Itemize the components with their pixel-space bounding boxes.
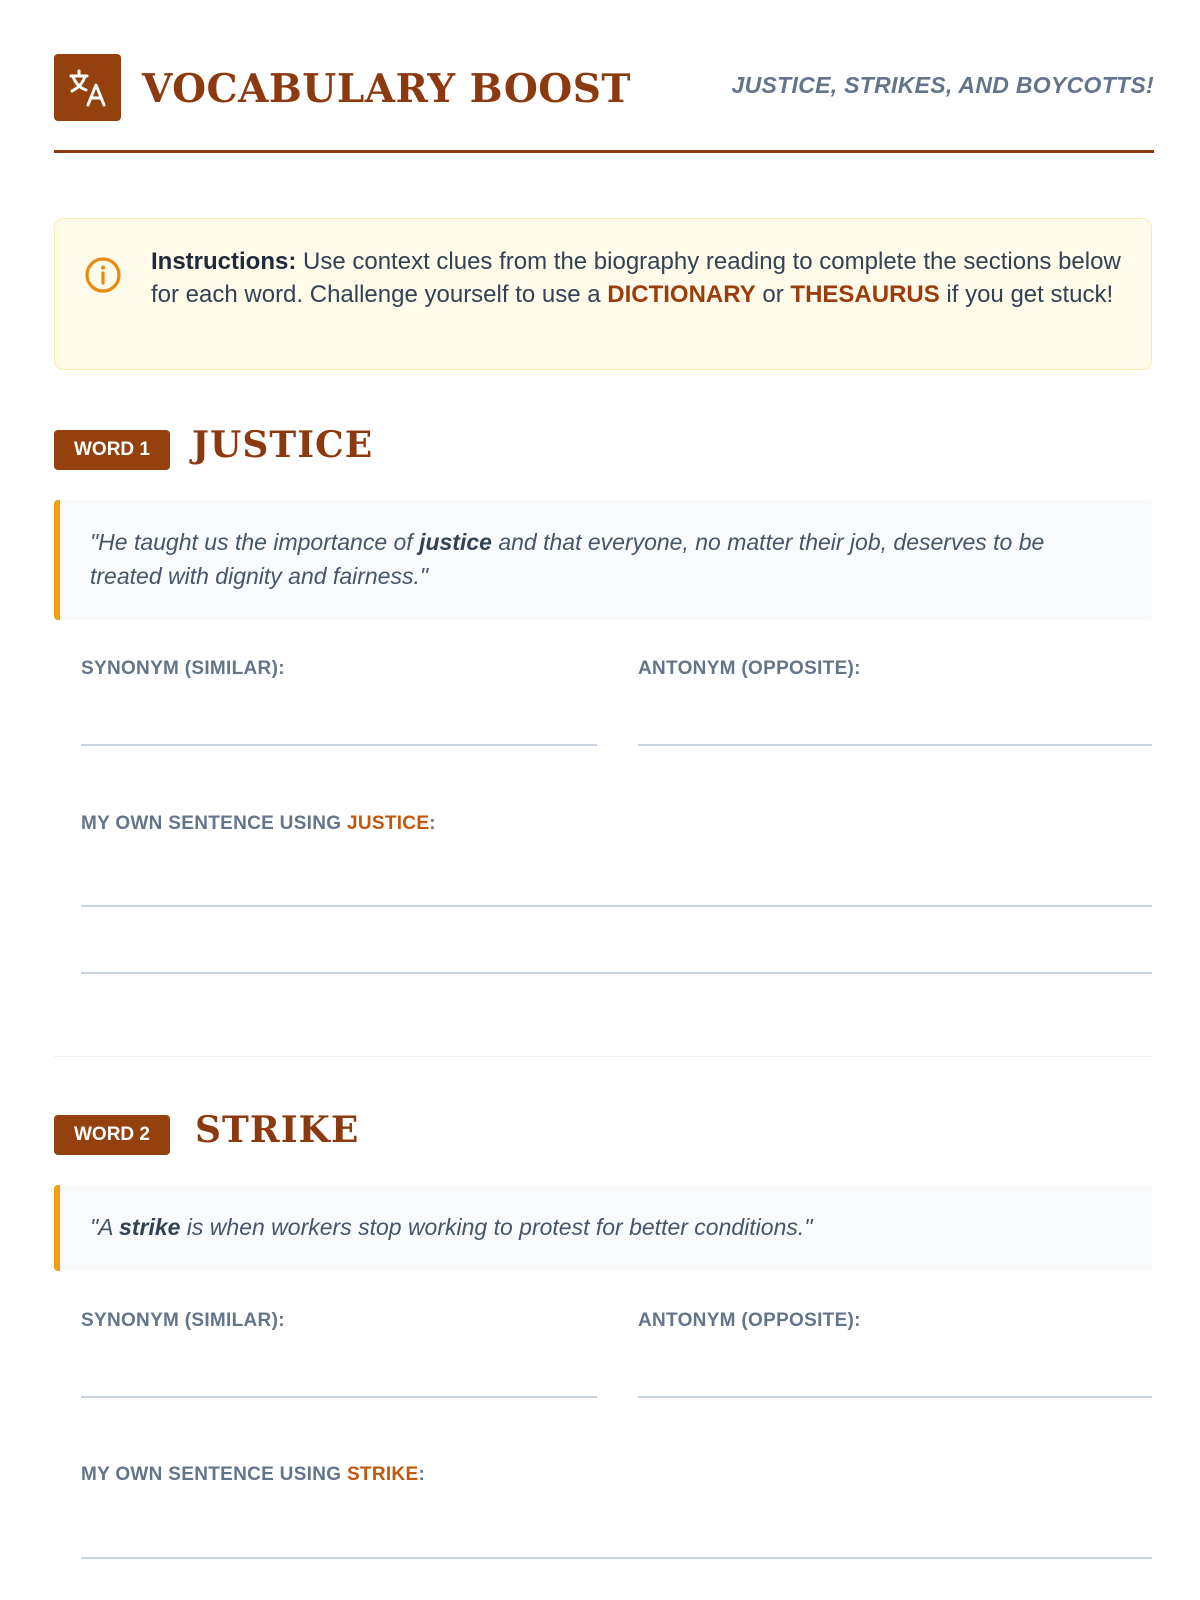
word-2-antonym-line[interactable] bbox=[638, 1396, 1152, 1398]
quote-text-after: and that everyone, no matter their job, deserves to be treated with dignity and fairness." bbox=[90, 529, 1045, 589]
word-1-badge: WORD 1 bbox=[54, 430, 170, 470]
sentence-label-prefix: MY OWN SENTENCE USING bbox=[81, 1464, 347, 1485]
page-subtitle: JUSTICE, STRIKES, AND BOYCOTTS! bbox=[731, 72, 1154, 98]
word-2-antonym-label: ANTONYM (OPPOSITE): bbox=[638, 1310, 861, 1331]
word-1-sentence-line-1[interactable] bbox=[81, 905, 1152, 907]
word-2-badge: WORD 2 bbox=[54, 1115, 170, 1155]
word-1-title: JUSTICE bbox=[192, 424, 374, 466]
quote-keyword: strike bbox=[119, 1214, 181, 1240]
word-1-header bbox=[54, 424, 454, 472]
word-1-antonym-line[interactable] bbox=[638, 744, 1152, 746]
word-2-synonym-label: SYNONYM (SIMILAR): bbox=[81, 1310, 285, 1331]
word-2-sentence-label bbox=[81, 1464, 425, 1486]
worksheet bbox=[54, 0, 1154, 1485]
dictionary-keyword: DICTIONARY bbox=[607, 281, 756, 308]
header bbox=[54, 0, 1154, 153]
word-2-sentence-line-1[interactable] bbox=[81, 1557, 1152, 1559]
instructions-body: Use context clues from the biography reading to complete the sections below for each word. Challenge yourself to use a bbox=[151, 248, 1121, 308]
instructions-box bbox=[54, 218, 1152, 370]
info-icon bbox=[83, 255, 123, 295]
logo bbox=[54, 54, 121, 121]
word-2-title: STRIKE bbox=[195, 1109, 360, 1151]
section-divider bbox=[54, 1056, 1152, 1057]
sentence-label-word: JUSTICE bbox=[346, 813, 430, 834]
instructions-text bbox=[151, 245, 1121, 311]
word-1-antonym-label: ANTONYM (OPPOSITE): bbox=[638, 658, 861, 679]
word-1-quote-text bbox=[90, 525, 1112, 593]
quote-keyword: justice bbox=[419, 529, 492, 555]
word-2-header bbox=[54, 1109, 454, 1157]
sentence-label-suffix: : bbox=[429, 813, 436, 834]
sentence-label-suffix: : bbox=[418, 1464, 426, 1485]
sentence-label-prefix: MY OWN SENTENCE USING bbox=[81, 813, 347, 834]
word-1-synonym-label: SYNONYM (SIMILAR): bbox=[81, 658, 285, 679]
word-2-synonym-line[interactable] bbox=[81, 1396, 597, 1398]
instructions-or: or bbox=[755, 281, 791, 308]
word-1-synonym-line[interactable] bbox=[81, 744, 597, 746]
word-1-sentence-label bbox=[81, 813, 436, 835]
translate-icon bbox=[68, 68, 108, 108]
instructions-label: Instructions: bbox=[151, 248, 297, 275]
quote-text-after: is when workers stop working to protest for better conditions." bbox=[180, 1214, 813, 1240]
word-2-quote-text bbox=[90, 1210, 1112, 1244]
word-1-sentence-line-2[interactable] bbox=[81, 972, 1152, 974]
quote-text-before: "He taught us the importance of bbox=[90, 529, 420, 555]
sentence-label-word: STRIKE bbox=[346, 1464, 419, 1485]
page-title: VOCABULARY BOOST bbox=[142, 66, 631, 112]
quote-text-before: "A bbox=[90, 1214, 120, 1240]
word-2-context-quote bbox=[54, 1185, 1152, 1271]
thesaurus-keyword: THESAURUS bbox=[790, 281, 940, 308]
instructions-tail: if you get stuck! bbox=[939, 281, 1114, 308]
word-1-context-quote bbox=[54, 500, 1152, 620]
